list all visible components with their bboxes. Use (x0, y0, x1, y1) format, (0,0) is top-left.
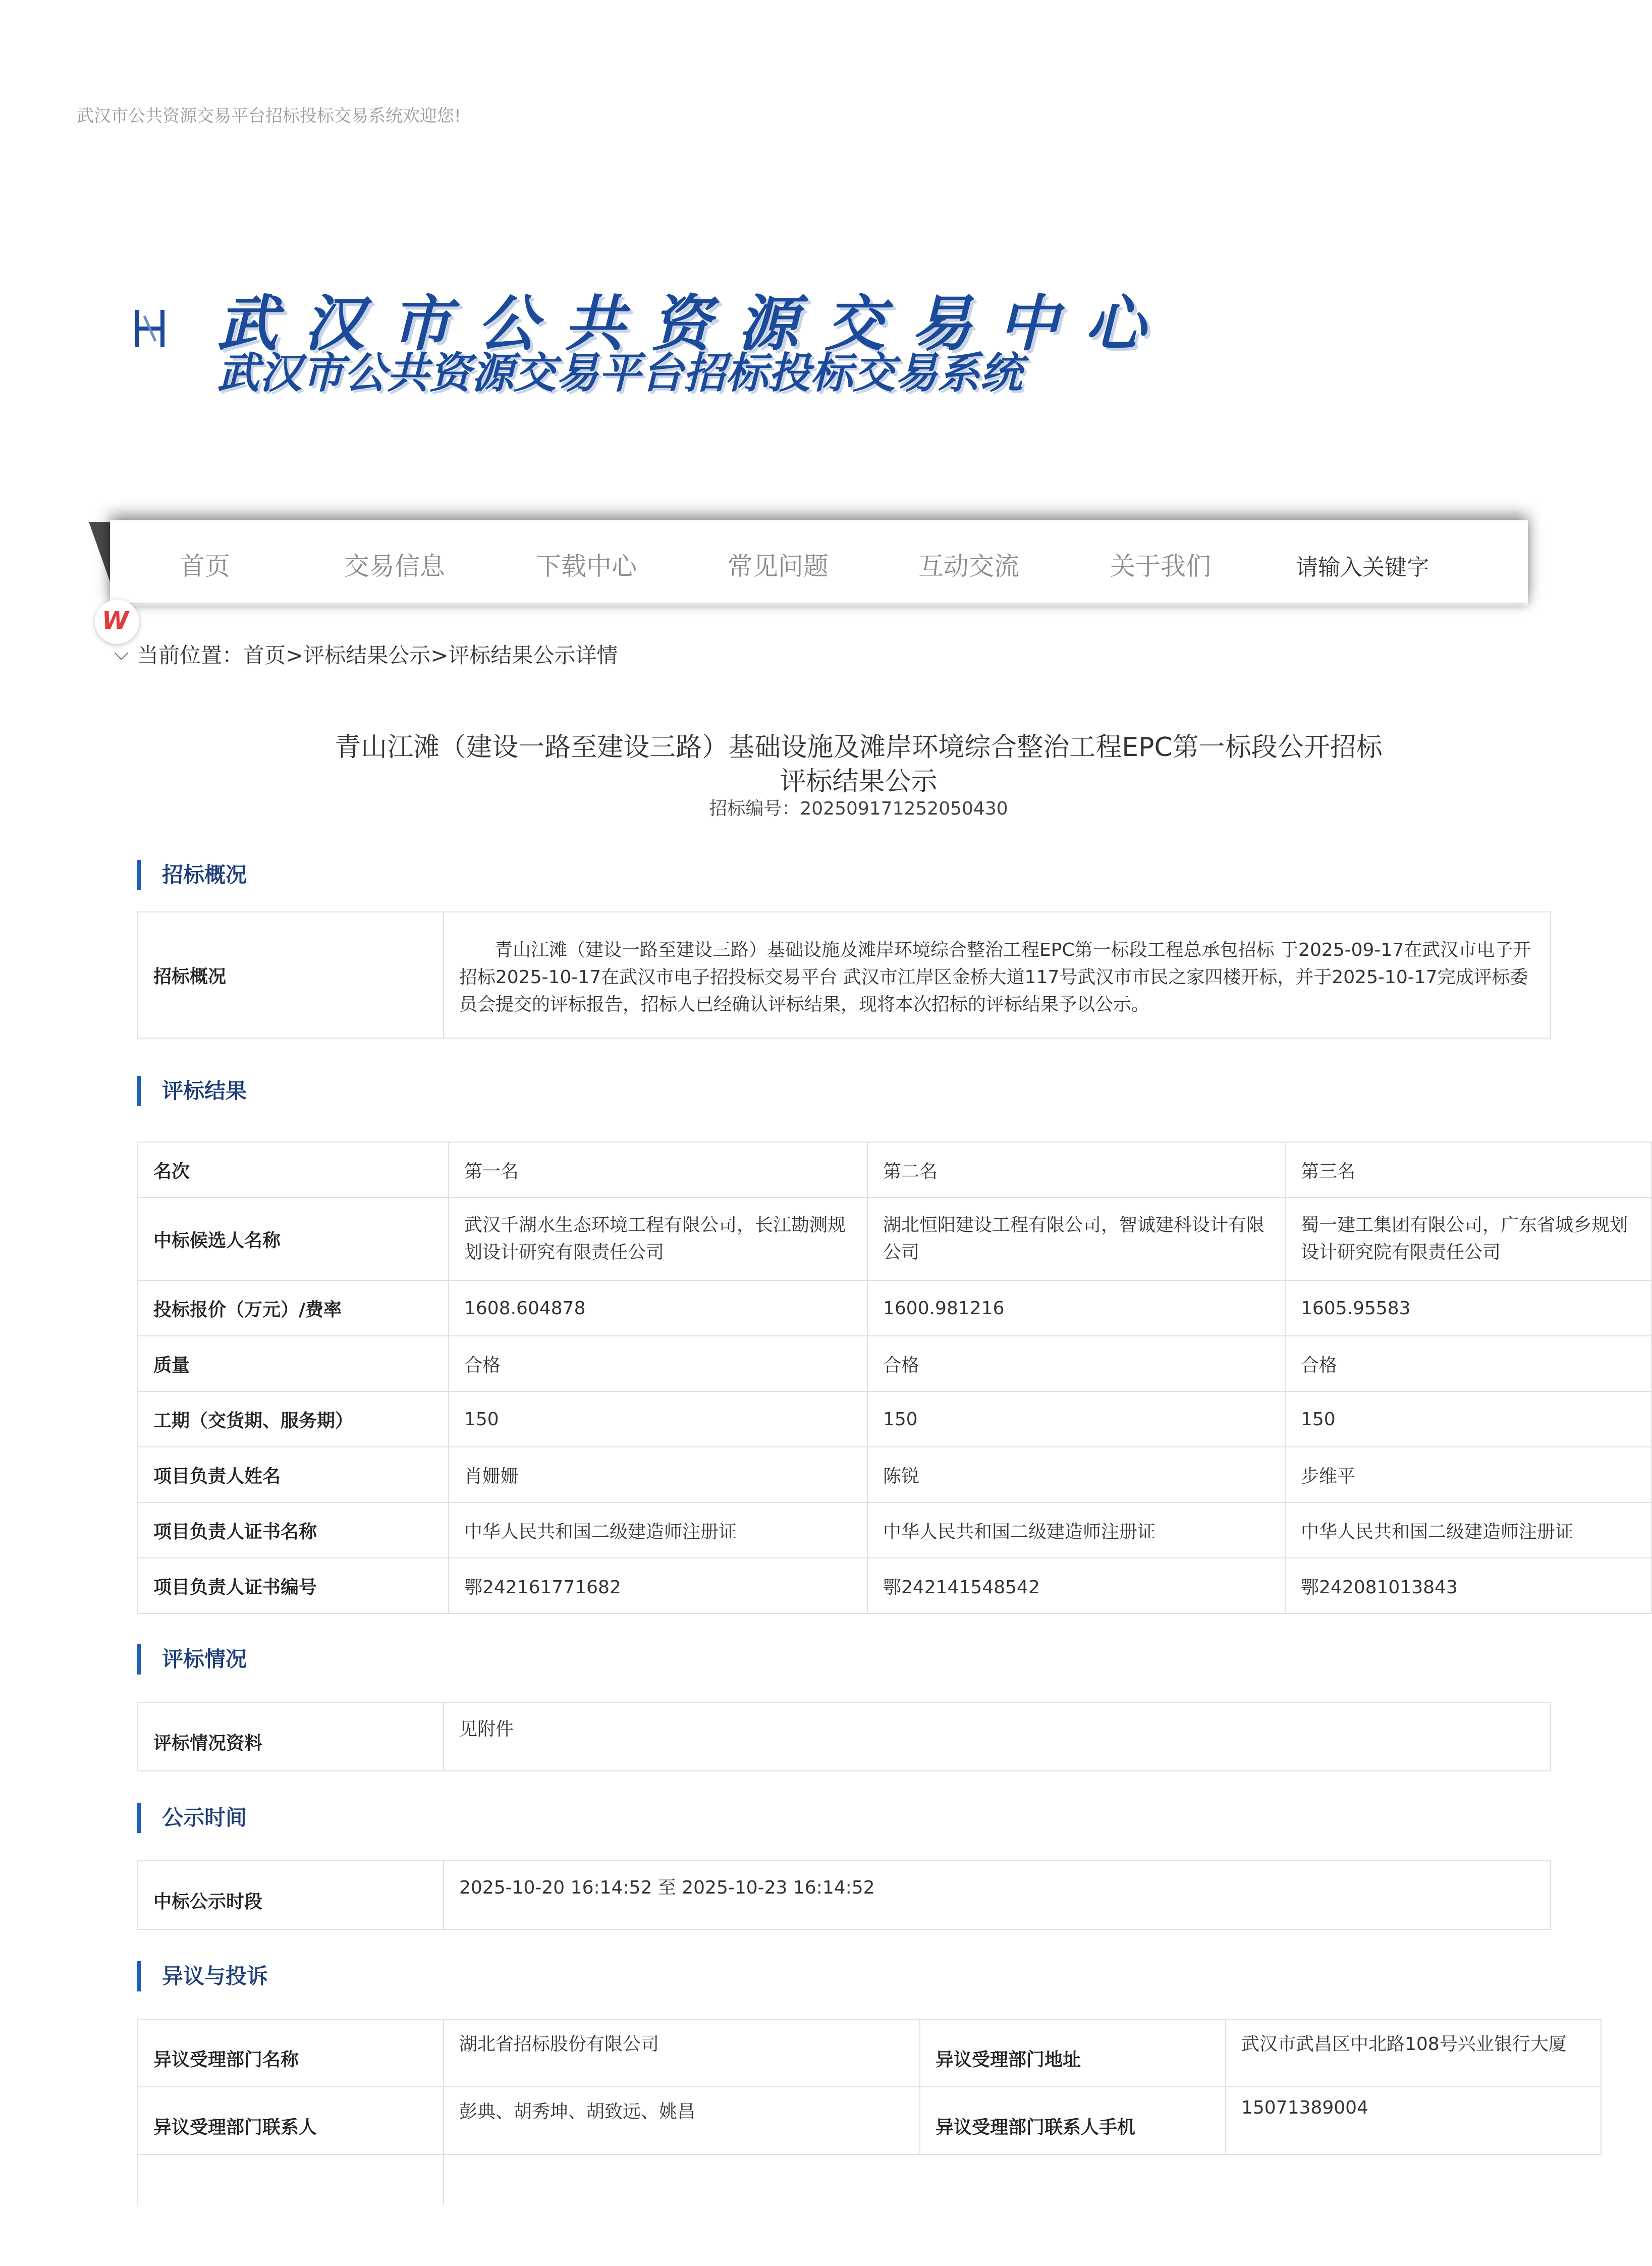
table-cell: 第一名 (449, 1142, 867, 1198)
page-title-line2: 评标结果公示 (780, 767, 938, 797)
table-cell: 1600.981216 (867, 1280, 1285, 1336)
chevron-down-icon[interactable]: ⌵ (114, 642, 129, 664)
section-heading-overview: 招标概况 (137, 860, 247, 890)
nav-item-interaction[interactable]: 互动交流 (918, 552, 1019, 581)
section-heading-objection: 异议与投诉 (137, 1961, 268, 1991)
logo-title: 武汉市公共资源交易中心 (217, 289, 1172, 359)
table-cell: 150 (449, 1391, 867, 1447)
table-cell: 湖北省招标股份有限公司 (444, 2019, 920, 2087)
row-label: 投标报价（万元）/费率 (138, 1280, 449, 1336)
table-row (138, 1142, 1651, 1198)
publicity-label: 中标公示时段 (138, 1861, 444, 1929)
nav-item-trade-info[interactable]: 交易信息 (344, 552, 445, 581)
table-cell: 合格 (867, 1336, 1285, 1391)
nav-item-about[interactable]: 关于我们 (1110, 552, 1211, 581)
table-cell: 鄂242141548542 (867, 1558, 1285, 1613)
table-row (138, 1336, 1651, 1391)
objection-table (137, 2019, 1602, 2205)
row-label: 质量 (138, 1336, 449, 1391)
wps-icon[interactable]: W (95, 600, 139, 644)
page-title: 青山江滩（建设一路至建设三路）基础设施及滩岸环境综合整治工程EPC第一标段公开招标 (335, 732, 1383, 763)
table-cell: 中华人民共和国二级建造师注册证 (449, 1502, 867, 1558)
table-row (138, 1502, 1651, 1558)
publicity-table (137, 1860, 1551, 1930)
nav-item-faq[interactable]: 常见问题 (728, 552, 829, 581)
table-cell: 第三名 (1285, 1142, 1651, 1198)
row-label: 异议受理部门联系人 (138, 2087, 444, 2154)
table-cell: 合格 (1285, 1336, 1651, 1391)
overview-text: 青山江滩（建设一路至建设三路）基础设施及滩岸环境综合整治工程EPC第一标段工程总承包招标 于2025-09-17在武汉市电子开招标2025-10-17在武汉市电子招投标交易平台 武汉市江岸区金桥大道117号武汉市市民之家四楼开标，并于2025-10-17完成评标委员会提交的评标报告，招标人已经确认评标结果，现将本次招标的评标结果予以公示。 (444, 912, 1551, 1038)
nav-ribbon-decoration (89, 522, 112, 587)
table-cell (444, 2154, 920, 2205)
table-row (138, 2154, 1601, 2205)
table-row (138, 1280, 1651, 1336)
breadcrumb: 当前位置：首页>评标结果公示>评标结果公示详情 (137, 643, 618, 668)
logo-icon (132, 306, 169, 351)
results-table (137, 1142, 1652, 1614)
search-input[interactable]: 请输入关键字 (1296, 555, 1429, 580)
tender-code: 招标编号：202509171252050430 (709, 798, 1008, 819)
table-cell: 步维平 (1285, 1447, 1651, 1502)
table-row (138, 1447, 1651, 1502)
evaluation-label: 评标情况资料 (138, 1702, 444, 1771)
table-cell: 1605.95583 (1285, 1280, 1651, 1336)
table-cell: 15071389004 (1226, 2087, 1601, 2154)
table-cell: 蜀一建工集团有限公司，广东省城乡规划设计研究院有限责任公司 (1285, 1198, 1651, 1280)
main-nav (110, 522, 1528, 603)
welcome-text: 武汉市公共资源交易平台招标投标交易系统欢迎您! (77, 106, 461, 126)
table-row (138, 2019, 1601, 2087)
table-cell: 武汉千湖水生态环境工程有限公司，长江勘测规划设计研究有限责任公司 (449, 1198, 867, 1280)
evaluation-table (137, 1702, 1551, 1771)
publicity-period: 2025-10-20 16:14:52 至 2025-10-23 16:14:52 (444, 1861, 1551, 1929)
overview-table (137, 911, 1551, 1039)
table-cell: 150 (867, 1391, 1285, 1447)
section-heading-publicity: 公示时间 (137, 1803, 247, 1833)
table-cell: 湖北恒阳建设工程有限公司，智诚建科设计有限公司 (867, 1198, 1285, 1280)
table-cell: 肖姗姗 (449, 1447, 867, 1502)
row-label: 项目负责人姓名 (138, 1447, 449, 1502)
table-cell (920, 2154, 1226, 2205)
table-cell (1226, 2154, 1601, 2205)
row-label: 名次 (138, 1142, 449, 1198)
attachment-link[interactable]: 见附件 (444, 1702, 1551, 1771)
table-cell: 150 (1285, 1391, 1651, 1447)
table-cell: 第二名 (867, 1142, 1285, 1198)
table-cell: 陈锐 (867, 1447, 1285, 1502)
table-row (138, 2087, 1601, 2154)
row-label: 项目负责人证书编号 (138, 1558, 449, 1613)
row-label: 异议受理部门联系人手机 (920, 2087, 1226, 2154)
table-cell: 中华人民共和国二级建造师注册证 (867, 1502, 1285, 1558)
table-cell: 彭典、胡秀坤、胡致远、姚昌 (444, 2087, 920, 2154)
logo-subtitle: 武汉市公共资源交易平台招标投标交易系统 (217, 348, 1023, 398)
table-row (138, 1198, 1651, 1280)
section-heading-evaluation: 评标情况 (137, 1644, 247, 1675)
row-label: 异议受理部门地址 (920, 2019, 1226, 2087)
section-heading-results: 评标结果 (137, 1076, 247, 1106)
row-label: 工期（交货期、服务期） (138, 1391, 449, 1447)
row-label: 项目负责人证书名称 (138, 1502, 449, 1558)
nav-item-home[interactable]: 首页 (180, 552, 230, 581)
table-cell: 1608.604878 (449, 1280, 867, 1336)
table-cell: 武汉市武昌区中北路108号兴业银行大厦 (1226, 2019, 1601, 2087)
table-cell: 鄂242081013843 (1285, 1558, 1651, 1613)
table-cell: 合格 (449, 1336, 867, 1391)
table-row (138, 1391, 1651, 1447)
table-row (138, 1558, 1651, 1613)
row-label: 异议受理部门名称 (138, 2019, 444, 2087)
table-cell (138, 2154, 444, 2205)
table-cell: 鄂242161771682 (449, 1558, 867, 1613)
table-cell: 中华人民共和国二级建造师注册证 (1285, 1502, 1651, 1558)
row-label: 中标候选人名称 (138, 1198, 449, 1280)
overview-label: 招标概况 (138, 912, 444, 1038)
nav-item-downloads[interactable]: 下载中心 (536, 552, 637, 581)
